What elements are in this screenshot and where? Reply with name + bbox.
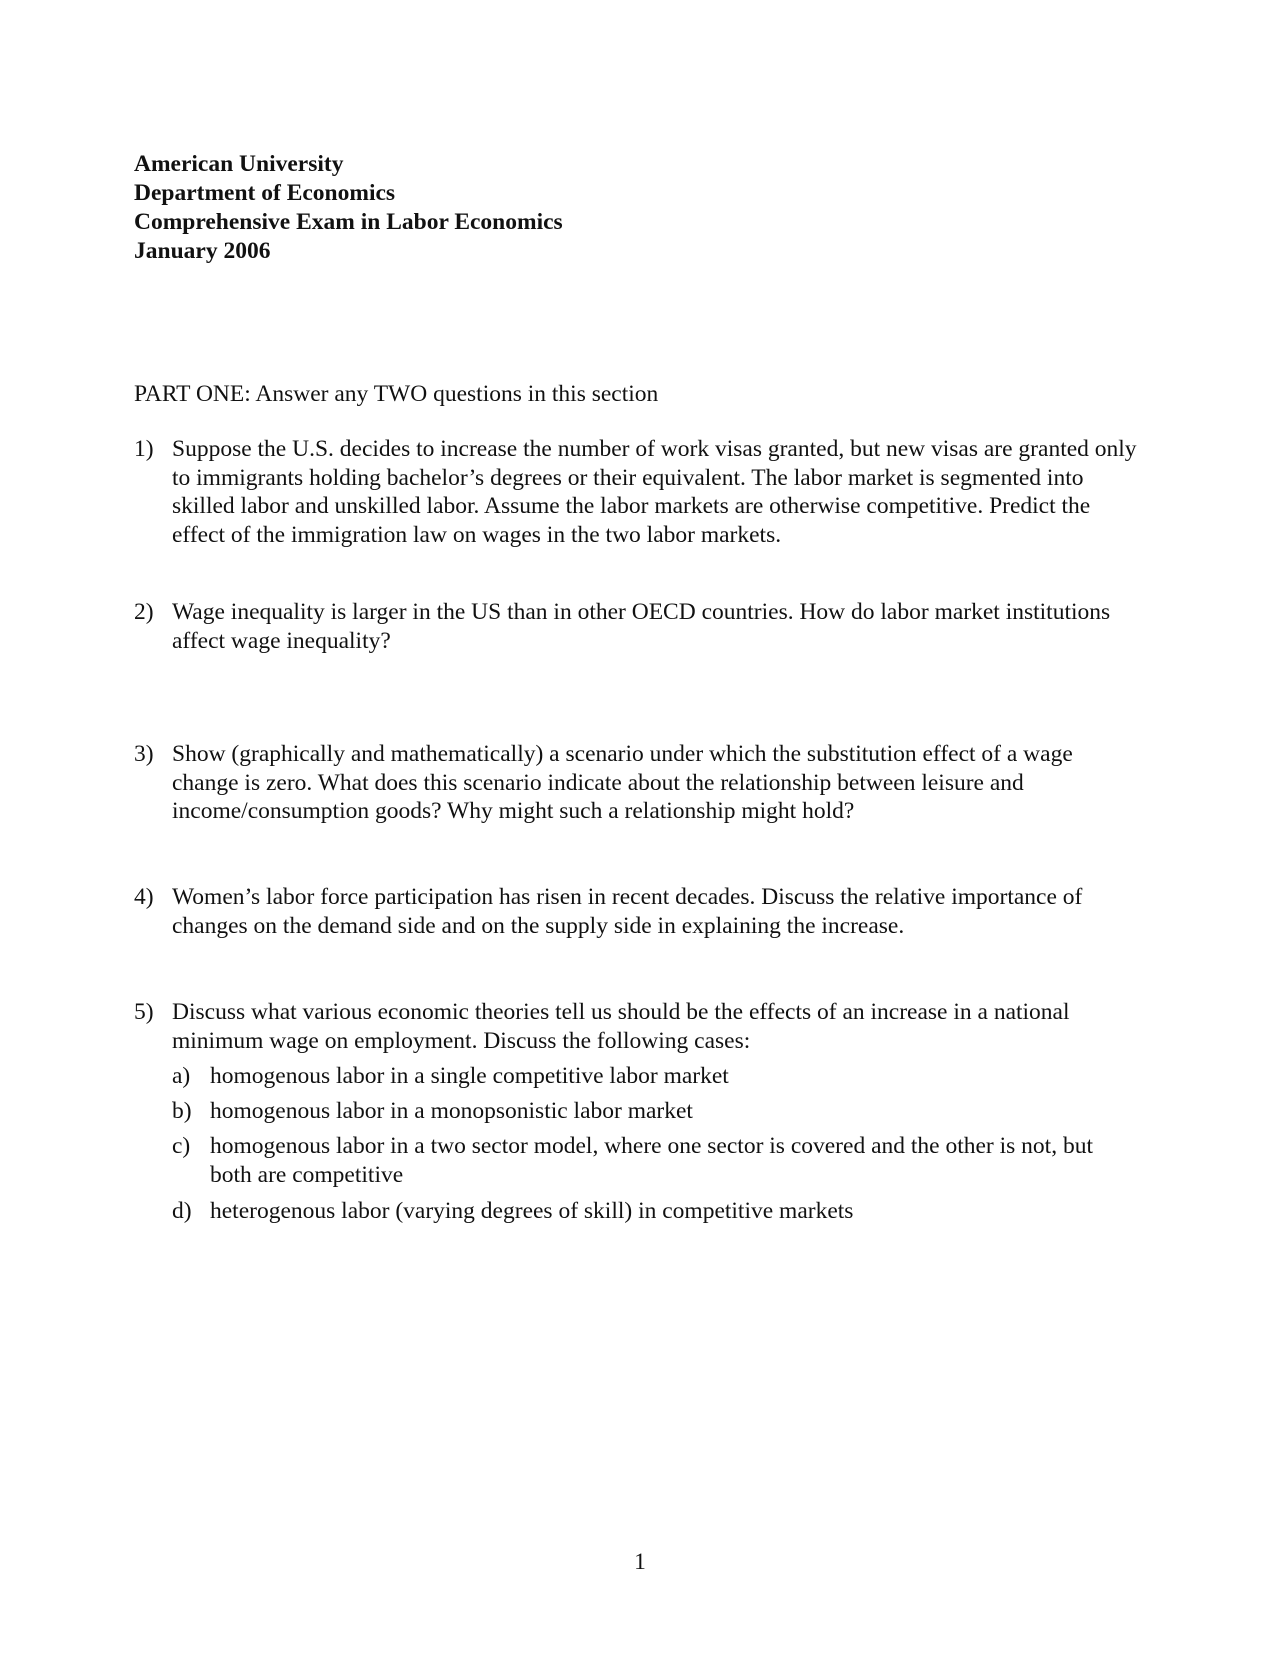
question-number: 5): [134, 999, 154, 1025]
university-name: American University: [134, 151, 344, 177]
exam-date: January 2006: [134, 238, 271, 264]
subitem-text: homogenous labor in a monopsonistic labor market: [210, 1098, 693, 1124]
subitem-letter: b): [172, 1098, 192, 1124]
subitem-letter: c): [172, 1133, 191, 1159]
subitem-letter: d): [172, 1198, 192, 1224]
question-2: [134, 598, 1144, 655]
question-text: Show (graphically and mathematically) a scenario under which the substitution effect of a wage change is zero. What does this scenario indicate about the relationship between leisure and income/consumption goods? Why might such a relationship might hold?: [172, 741, 1073, 825]
question-5-subitem-c: [172, 1132, 1122, 1189]
question-text: Women’s labor force participation has risen in recent decades. Discuss the relative importance of changes on the demand side and on the supply side in explaining the increase.: [172, 884, 1083, 939]
question-text: Suppose the U.S. decides to increase the number of work visas granted, but new visas are granted only to immigrants holding bachelor’s degrees or their equivalent. The labor market is segmented into skilled labor and unskilled labor. Assume the labor markets are otherwise competitive. Predict the effect of the immigration law on wages in the two labor markets.: [172, 436, 1137, 548]
question-number: 2): [134, 599, 154, 625]
section-title: PART ONE: Answer any TWO questions in this section: [134, 381, 659, 407]
question-text: Discuss what various economic theories tell us should be the effects of an increase in a national minimum wage on employment. Discuss the following cases:: [172, 999, 1070, 1054]
question-5-subitem-b: [172, 1097, 1122, 1126]
subitem-text: heterogenous labor (varying degrees of skill) in competitive markets: [210, 1198, 854, 1224]
question-1: [134, 435, 1144, 549]
question-5-subitem-a: [172, 1062, 1122, 1091]
page-number: 1: [634, 1549, 646, 1575]
question-5: [134, 998, 1144, 1055]
question-number: 1): [134, 436, 154, 462]
question-4: [134, 883, 1144, 940]
subitem-letter: a): [172, 1063, 191, 1089]
question-5-subitem-d: [172, 1197, 1122, 1226]
exam-title: Comprehensive Exam in Labor Economics: [134, 209, 563, 235]
department-name: Department of Economics: [134, 180, 396, 206]
question-number: 3): [134, 741, 154, 767]
subitem-text: homogenous labor in a two sector model, where one sector is covered and the other is not, but both are competitive: [210, 1133, 1093, 1188]
subitem-text: homogenous labor in a single competitive labor market: [210, 1063, 729, 1089]
question-3: [134, 740, 1144, 826]
exam-header: [134, 150, 563, 266]
question-number: 4): [134, 884, 154, 910]
question-text: Wage inequality is larger in the US than in other OECD countries. How do labor market institutions affect wage inequality?: [172, 599, 1111, 654]
